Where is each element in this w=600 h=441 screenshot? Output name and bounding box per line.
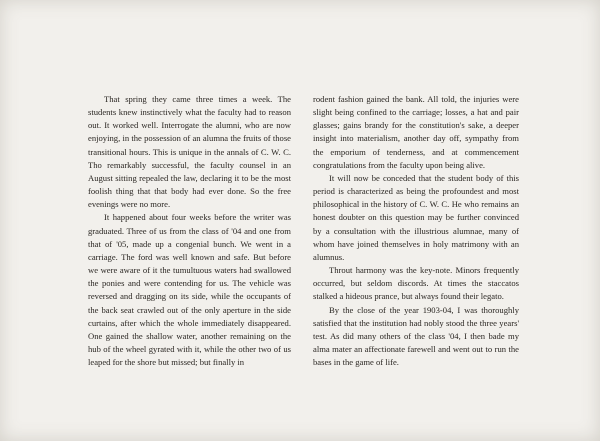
- paragraph-continuation: rodent fashion gained the bank. All told, the injuries were slight being confined to the carriage; losses, a hat and pair glasses; gains brandy for the constitution's sake, a deeper insight into materialism, another day off, sympathy from the emporium of tenderness, and at commencement congratulations from the faculty upon being alive.: [313, 94, 519, 170]
- paragraph: That spring they came three times a week. The students knew instinctively what the faculty had to reason out. It worked well. Interrogate the alumni, who are now enjoying, in the possession of an alumna the fruits of those transitional hours. This is unique in the annals of C. W. C. Tho remarkably successful, the faculty counsel in an August sitting repealed the law, declaring it to be the most foolish thing that that body had ever done. So the free evenings were no more.: [88, 94, 291, 210]
- right-text-column: [313, 93, 519, 369]
- paragraph: Throut harmony was the key-note. Minors frequently occurred, but seldom discords. At times the staccatos stalked a hideous prance, but always found their legato.: [313, 265, 519, 302]
- paragraph: By the close of the year 1903-04, I was thoroughly satisfied that the institution had nobly stood the three years' test. As did many others of the class '04, I then bade my alma mater an affectionate farewell and went out to run the bases in the game of life.: [313, 304, 519, 368]
- paragraph: It happened about four weeks before the writer was graduated. Three of us from the class of '04 and one from that of '05, made up a congenial bunch. We went in a carriage. The ford was well known and safe. But before we were aware of it the tumultuous waters had swallowed the ponies and were contending for us. The vehicle was reversed and dragging on its side, while the occupants of the back seat crawled out of the only aperture in the side curtains, after which the whole immediately disappeared. One gained the shallow water, another remaining on the hub of the wheel gyrated with it, while the other two of us leaped for the shore but missed; but finally in: [88, 212, 291, 368]
- paragraph: It will now be conceded that the student body of this period is characterized as being the profoundest and most philosophical in the history of C. W. C. He who remains an honest doubter on this question may be further convinced by a consultation with the illustrious alumnae, many of whom have joined themselves in holy matrimony with an alumnus.: [313, 172, 519, 262]
- left-text-column: [88, 93, 291, 369]
